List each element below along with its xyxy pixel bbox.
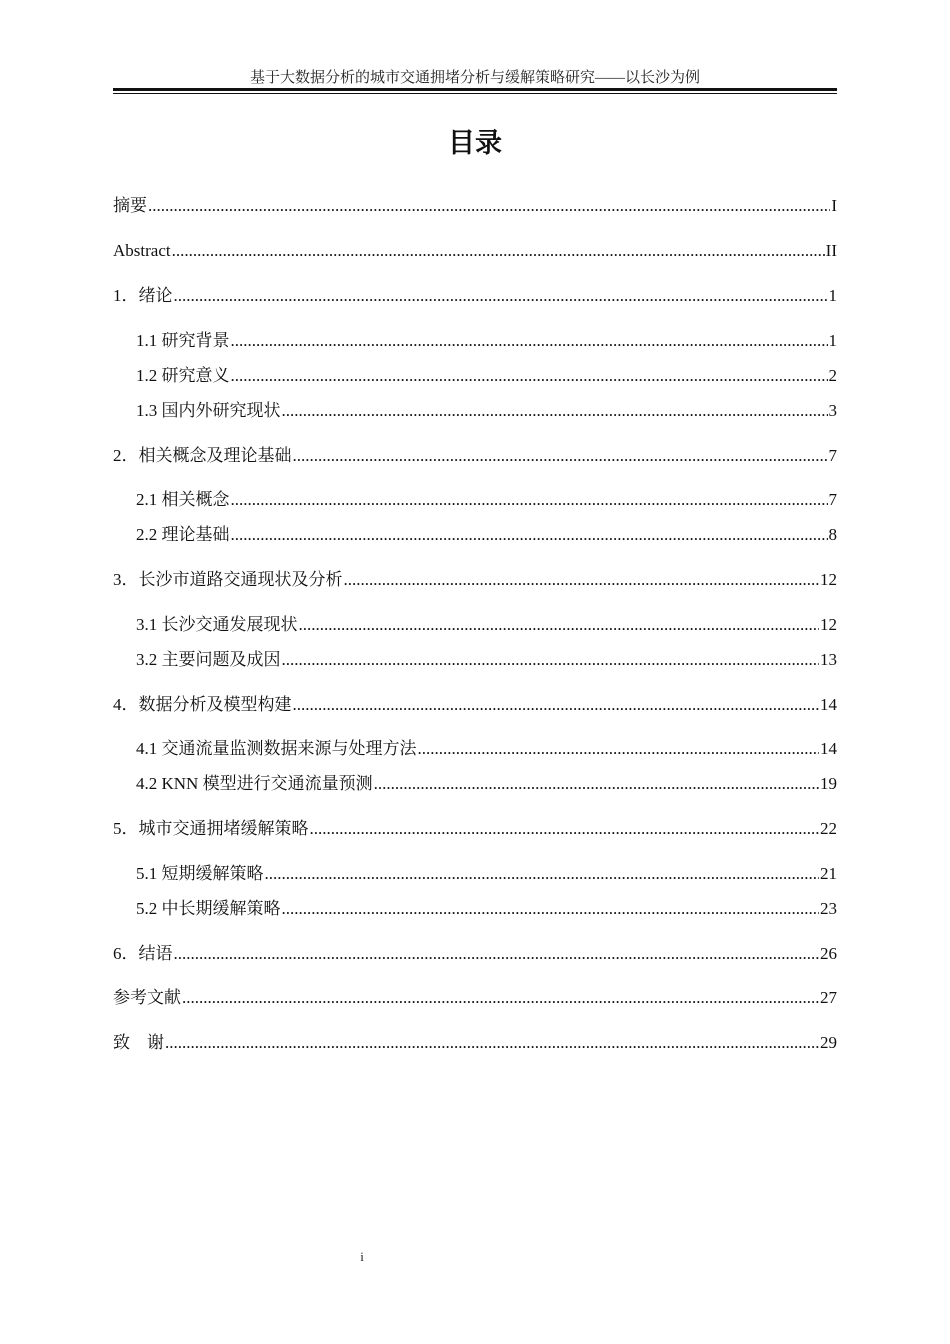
toc-dot-leader [231, 364, 828, 388]
toc-entry-section-5-1[interactable] [136, 862, 837, 886]
toc-entry-page: II [825, 241, 837, 260]
toc-entry-label: 1.2 研究意义 [136, 366, 230, 385]
toc-dot-leader [344, 568, 820, 592]
toc-entry-label: 2.1 相关概念 [136, 490, 230, 509]
toc-entry-chapter-1[interactable] [113, 284, 837, 308]
toc-entry-page: 2 [828, 366, 837, 385]
toc-entry-section-4-1[interactable] [136, 737, 837, 761]
toc-entry-chapter-4[interactable] [113, 693, 837, 717]
toc-dot-leader [293, 444, 828, 468]
toc-entry-page: 21 [820, 864, 837, 883]
toc-dot-leader [265, 862, 820, 886]
toc-entry-page: 8 [828, 525, 837, 544]
toc-entry-chapter-2[interactable] [113, 444, 837, 468]
toc-entry-acknowledgements[interactable] [113, 1031, 837, 1055]
toc-dot-leader [182, 986, 819, 1010]
toc-dot-leader [231, 329, 828, 353]
toc-entry-section-3-1[interactable] [136, 613, 837, 637]
toc-entry-page: 1 [828, 286, 837, 305]
toc-entry-label: 2．相关概念及理论基础 [113, 446, 292, 465]
toc-entry-chapter-3[interactable] [113, 568, 837, 592]
toc-entry-page: 1 [828, 331, 837, 350]
toc-dot-leader [231, 488, 828, 512]
toc-dot-leader [231, 523, 828, 547]
toc-dot-leader [299, 613, 820, 637]
toc-entry-label: 1.1 研究背景 [136, 331, 230, 350]
toc-entry-label: 5．城市交通拥堵缓解策略 [113, 819, 309, 838]
toc-entry-label: 3．长沙市道路交通现状及分析 [113, 570, 343, 589]
toc-dot-leader [310, 817, 820, 841]
toc-dot-leader [418, 737, 820, 761]
toc-dot-leader [165, 1031, 819, 1055]
toc-entry-page: 3 [828, 401, 837, 420]
toc-entry-page: 26 [820, 944, 837, 963]
toc-entry-label: Abstract [113, 241, 171, 260]
page-number: i [360, 1249, 364, 1264]
toc-dot-leader [374, 772, 819, 796]
toc-entry-section-3-2[interactable] [136, 648, 837, 672]
toc-dot-leader [282, 399, 828, 423]
toc-entry-section-2-2[interactable] [136, 523, 837, 547]
toc-entry-page: 13 [820, 650, 837, 669]
toc-entry-label: 5.2 中长期缓解策略 [136, 899, 281, 918]
toc-entry-label: 6．结语 [113, 944, 173, 963]
toc-title: 目录 [448, 128, 502, 159]
toc-dot-leader [174, 284, 828, 308]
toc-entry-abstract-cn[interactable] [113, 194, 837, 218]
toc-entry-section-1-2[interactable] [136, 364, 837, 388]
toc-entry-label: 1.3 国内外研究现状 [136, 401, 281, 420]
toc-entry-page: 14 [820, 695, 837, 714]
toc-entry-label: 4.2 KNN 模型进行交通流量预测 [136, 774, 373, 793]
toc-entry-label: 参考文献 [113, 988, 181, 1007]
toc-entry-section-1-3[interactable] [136, 399, 837, 423]
toc-dot-leader [293, 693, 820, 717]
toc-dot-leader [174, 942, 820, 966]
toc-dot-leader [172, 239, 825, 263]
toc-entry-label: 3.1 长沙交通发展现状 [136, 615, 298, 634]
toc-entry-page: I [831, 196, 837, 215]
toc-entry-page: 22 [820, 819, 837, 838]
running-header: 基于大数据分析的城市交通拥堵分析与缓解策略研究——以长沙为例 [249, 70, 700, 86]
toc-entry-label: 4．数据分析及模型构建 [113, 695, 292, 714]
toc-entry-label: 3.2 主要问题及成因 [136, 650, 281, 669]
toc-entry-page: 7 [828, 490, 837, 509]
toc-entry-page: 23 [820, 899, 837, 918]
toc-entry-label: 4.1 交通流量监测数据来源与处理方法 [136, 739, 417, 758]
toc-entry-page: 7 [828, 446, 837, 465]
toc-dot-leader [282, 897, 820, 921]
toc-entry-label: 致 谢 [113, 1033, 164, 1052]
toc-dot-leader [282, 648, 820, 672]
toc-entry-abstract-en[interactable] [113, 239, 837, 263]
header-rule [113, 88, 837, 94]
toc-entry-chapter-6[interactable] [113, 942, 837, 966]
toc-entry-section-5-2[interactable] [136, 897, 837, 921]
toc-entry-page: 12 [820, 615, 837, 634]
toc-entry-references[interactable] [113, 986, 837, 1010]
toc-entry-page: 19 [820, 774, 837, 793]
toc-entry-page: 27 [820, 988, 837, 1007]
toc-entry-page: 12 [820, 570, 837, 589]
toc-entry-section-1-1[interactable] [136, 329, 837, 353]
toc-entry-section-2-1[interactable] [136, 488, 837, 512]
toc-entry-label: 2.2 理论基础 [136, 525, 230, 544]
toc-entry-label: 摘要 [113, 196, 147, 215]
toc-entry-page: 29 [820, 1033, 837, 1052]
toc-entry-page: 14 [820, 739, 837, 758]
toc-entry-label: 5.1 短期缓解策略 [136, 864, 264, 883]
toc-entry-chapter-5[interactable] [113, 817, 837, 841]
toc-entry-section-4-2[interactable] [136, 772, 837, 796]
toc-dot-leader [148, 194, 830, 218]
toc-entry-label: 1．绪论 [113, 286, 173, 305]
